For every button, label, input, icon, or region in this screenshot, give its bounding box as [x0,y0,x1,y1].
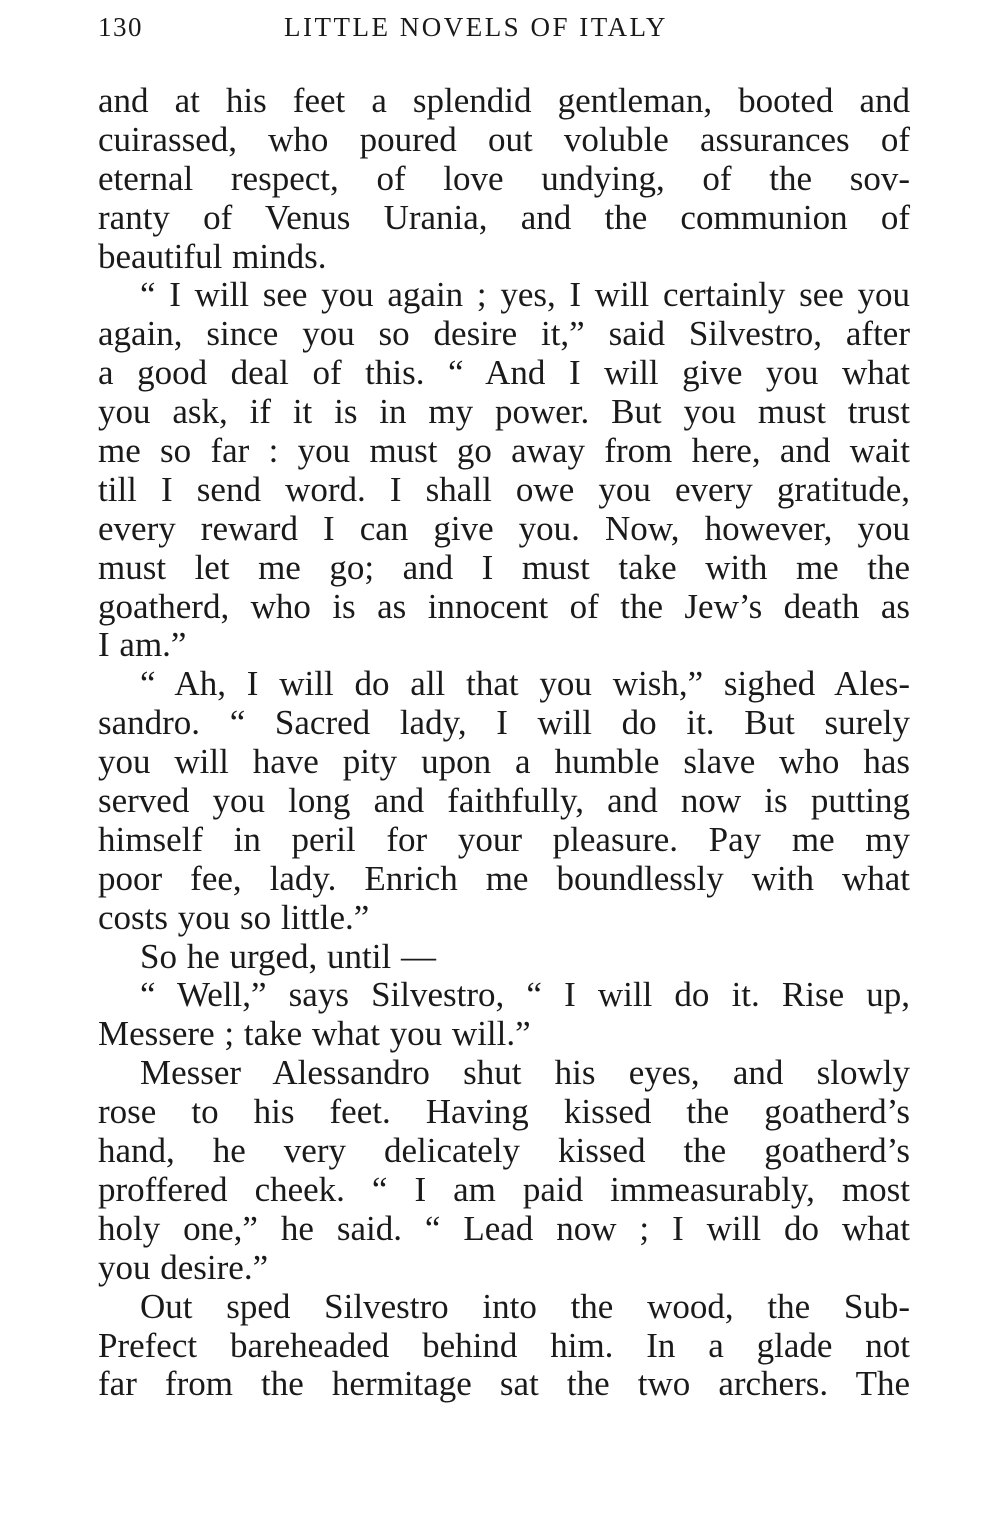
text-line: Prefect bareheaded behind him. In a glade not [98,1325,910,1365]
text-line: every reward I can give you. Now, however, you [98,508,910,548]
body-text [98,82,910,1404]
running-title: LITTLE NOVELS OF ITALY [284,12,668,42]
text-line: poor fee, lady. Enrich me boundlessly with what [98,858,910,898]
text-line: rose to his feet. Having kissed the goatherd’s [98,1092,910,1132]
text-line: eternal respect, of love undying, of the sov- [98,158,910,198]
text-line: and at his feet a splendid gentleman, booted and [98,81,910,120]
text-line: served you long and faithfully, and now is putting [98,781,910,821]
text-line: So he urged, until — [140,936,436,976]
text-line: you desire.” [98,1247,269,1287]
text-line: must let me go; and I must take with me the [98,547,910,587]
text-line: a good deal of this. “ And I will give you what [98,353,910,393]
text-line: you will have pity upon a humble slave who has [98,742,910,782]
text-line: Messere ; take what you will.” [98,1014,531,1054]
page-header [98,12,910,52]
text-line: holy one,” he said. “ Lead now ; I will do what [98,1208,910,1248]
text-line: himself in peril for your pleasure. Pay me my [98,819,910,859]
text-line: again, since you so desire it,” said Silvestro, after [98,314,910,354]
text-line: proffered cheek. “ I am paid immeasurably, most [98,1169,910,1209]
text-line: “ I will see you again ; yes, I will certainly see you [140,275,910,315]
text-line: I am.” [98,625,187,665]
text-line: beautiful minds. [98,236,327,276]
text-line: Messer Alessandro shut his eyes, and slowly [140,1053,910,1093]
text-line: “ Well,” says Silvestro, “ I will do it. Rise up, [140,975,910,1015]
text-line: “ Ah, I will do all that you wish,” sighed Ales- [140,664,910,704]
text-line: sandro. “ Sacred lady, I will do it. But surely [98,703,910,743]
text-line: till I send word. I shall owe you every gratitude, [98,469,910,509]
text-line: Out sped Silvestro into the wood, the Sub- [140,1286,910,1326]
text-line: costs you so little.” [98,897,370,937]
text-line: you ask, if it is in my power. But you must trust [98,392,910,432]
text-line: goatherd, who is as innocent of the Jew’s death as [98,586,910,626]
page-number: 130 [98,12,143,42]
text-line: me so far : you must go away from here, and wait [98,431,910,471]
text-line: ranty of Venus Urania, and the communion of [98,197,910,237]
text-line: far from the hermitage sat the two archers. The [98,1364,910,1404]
text-line: hand, he very delicately kissed the goatherd’s [98,1131,910,1171]
text-line: cuirassed, who poured out voluble assurances of [98,119,910,159]
